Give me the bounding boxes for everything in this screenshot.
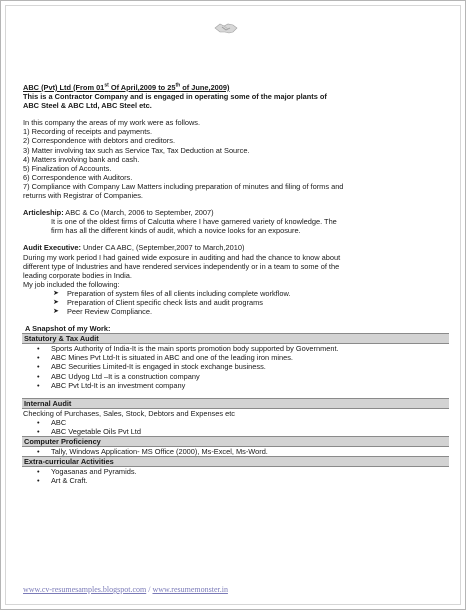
job-duties-list [23, 289, 447, 316]
list-item: • ABC Securities Limited-It is engaged in stock exchange business. [37, 362, 447, 371]
snapshot-title: A Snapshot of my Work: [25, 324, 111, 334]
section-header-internal-audit: Internal Audit [22, 398, 449, 409]
list-item: • ABC Udyog Ltd –It is a construction company [37, 372, 447, 381]
list-item: • ABC [37, 418, 447, 427]
footer-links [23, 585, 228, 594]
areas-item: 1) Recording of receipts and payments. [23, 127, 152, 137]
internal-audit-intro: Checking of Purchases, Sales, Stock, Debtors and Expenses etc [23, 408, 235, 418]
articleship-text: firm has all the different kinds of audit, which a novice looks for an exposure. [51, 226, 301, 236]
extra-list [23, 467, 447, 485]
areas-item: 5) Finalization of Accounts. [23, 163, 112, 173]
arrow-bullet-icon: ➤ [53, 298, 59, 306]
arrow-bullet-icon: ➤ [53, 308, 59, 316]
areas-item: 6) Correspondence with Auditors. [23, 172, 133, 182]
audit-executive-text: My job included the following: [23, 279, 120, 289]
areas-item: 7) Compliance with Company Law Matters including preparation of minutes and filing of forms and [23, 181, 344, 191]
resume-content [23, 83, 447, 485]
areas-item: returns with Registrar of Companies. [23, 191, 143, 201]
list-item: • ABC Pvt Ltd-It is an investment company [37, 381, 447, 390]
areas-list [23, 127, 447, 200]
internal-audit-list [23, 418, 447, 436]
list-item: • ABC Mines Pvt Ltd-It is situated in ABC and one of the leading iron mines. [37, 353, 447, 362]
audit-executive-text: leading corporate bodies in India. [23, 270, 132, 280]
arrow-bullet-icon: ➤ [53, 289, 59, 297]
section-header-extra: Extra-curricular Activities [22, 456, 449, 467]
articleship-text: It is one of the oldest firms of Calcutta where I have garnered variety of knowledge. The [51, 217, 337, 227]
areas-item: 4) Matters involving bank and cash. [23, 154, 140, 164]
list-item: ➤ Preparation of system files of all clients including complete workflow. [53, 288, 291, 298]
handshake-icon [213, 19, 239, 37]
areas-item: 2) Correspondence with debtors and creditors. [23, 136, 175, 146]
computer-list [23, 447, 447, 456]
section-header-statutory: Statutory & Tax Audit [22, 333, 449, 344]
audit-executive-text: different type of Industries and have rendered services independently or in a team to some of the [23, 261, 340, 271]
list-item: ➤ Preparation of Client specific check lists and audit programs [53, 297, 263, 307]
areas-item: 3) Matter involving tax such as Service Tax, Tax Deduction at Source. [23, 145, 250, 155]
footer-separator: / [146, 585, 153, 594]
statutory-list [23, 344, 447, 389]
list-item: • Yogasanas and Pyramids. [37, 467, 447, 476]
list-item: • Art & Craft. [37, 476, 447, 485]
footer-link-resumemonster[interactable]: www.resumemonster.in [152, 585, 228, 594]
job-header: ABC (Pvt) Ltd (From 01st Of April,2009 to 25th of June,2009) [23, 82, 230, 92]
list-item: • Tally, Windows Application- MS Office (2000), Ms-Excel, Ms-Word. [37, 447, 447, 456]
articleship-heading: Articleship: ABC & Co (March, 2006 to September, 2007) [23, 208, 214, 218]
list-item: • ABC Vegetable Oils Pvt Ltd [37, 427, 447, 436]
audit-executive-heading: Audit Executive: Under CA ABC, (September,2007 to March,2010) [23, 243, 245, 253]
section-header-computer: Computer Proficiency [22, 436, 449, 447]
audit-executive-text: During my work period I had gained wide exposure in auditing and had the chance to know about [23, 252, 341, 262]
job-description-line: This is a Contractor Company and is engaged in operating some of the major plants of [23, 92, 327, 102]
list-item: ➤ Peer Review Compliance. [53, 307, 153, 317]
list-item: • Sports Authority of India-It is the main sports promotion body supported by Government. [37, 344, 447, 353]
areas-intro: In this company the areas of my work were as follows. [23, 118, 201, 128]
job-description-line: ABC Steel & ABC Ltd, ABC Steel etc. [23, 101, 152, 111]
footer-link-cv-resumesamples[interactable]: www.cv-resumesamples.blogspot.com [23, 585, 147, 594]
